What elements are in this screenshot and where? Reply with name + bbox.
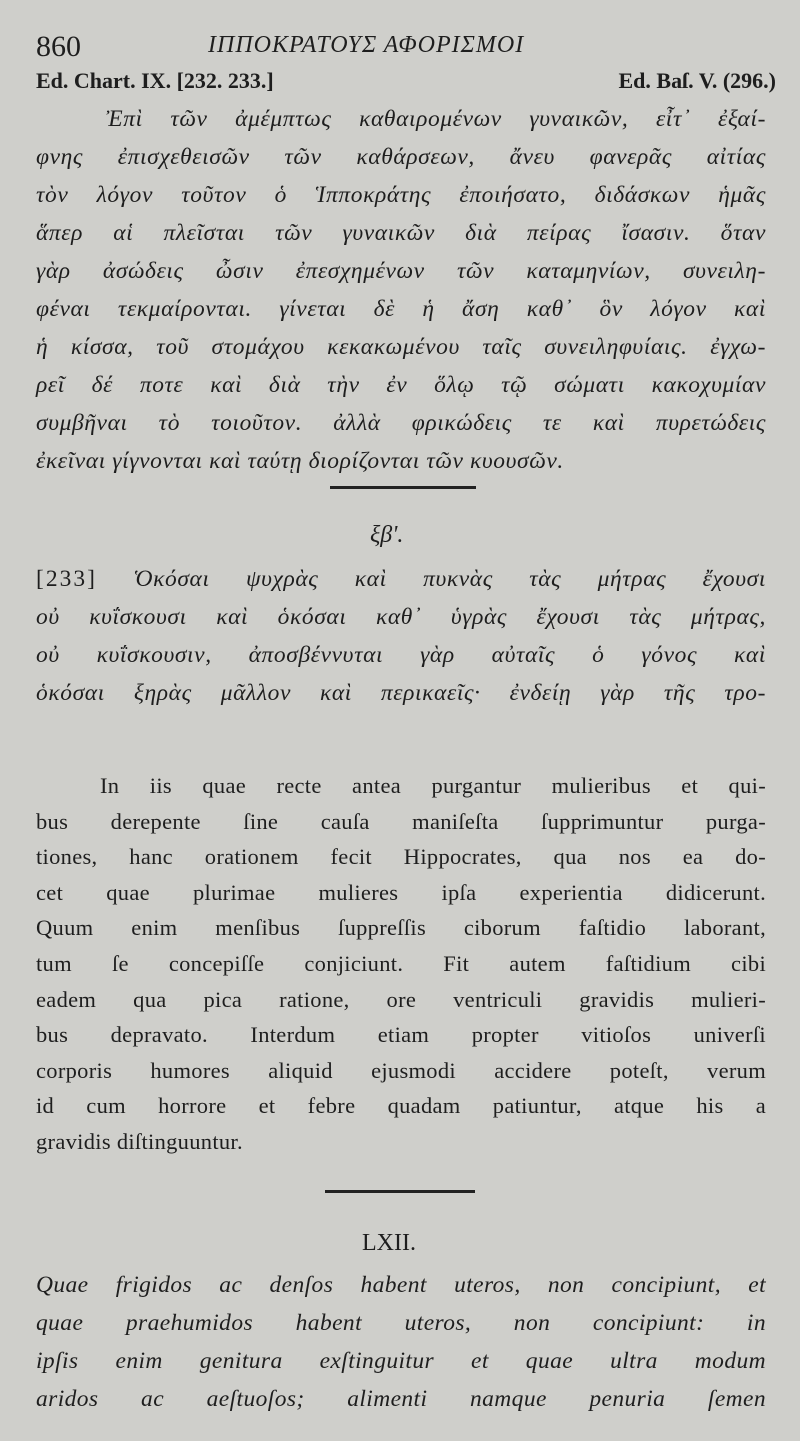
latin-commentary-line: In iis quae recte antea purgantur mulieribus et qui- <box>100 773 766 798</box>
greek-aphorism <box>36 560 766 710</box>
greek-commentary-line: τὸν λόγον τοῦτον ὁ Ἱπποκράτης ἐποιήσατο, διδάσκων ἡμᾶς <box>36 182 766 208</box>
section-divider <box>325 1190 475 1193</box>
edition-basel-ref: Ed. Baſ. V. (296.) <box>618 68 776 93</box>
latin-commentary-line: tiones, hanc orationem fecit Hippocrates, qua nos ea do- <box>36 844 766 870</box>
latin-aphorism-line: aridos ac aeſtuoſos; alimenti namque penuria ſemen <box>36 1386 766 1412</box>
running-title: ΙΠΠΟΚΡΑΤΟΥΣ ΑΦΟΡΙΣΜΟΙ <box>208 32 525 58</box>
aphorism-page-ref: [233] <box>36 566 97 592</box>
latin-commentary-line: gravidis diſtinguuntur. <box>36 1128 243 1154</box>
latin-commentary-line: cet quae plurimae mulieres ipſa experientia didicerunt. <box>36 879 766 905</box>
latin-commentary-line: eadem qua pica ratione, ore ventriculi gravidis mulieri- <box>36 986 766 1012</box>
latin-aphorism-line: Quae frigidos ac denſos habent uteros, non concipiunt, et <box>36 1272 766 1298</box>
greek-commentary <box>36 100 766 474</box>
greek-aphorism-line: οὐ κυΐσκουσι καὶ ὁκόσαι καθ᾽ ὑγρὰς ἔχουσι τὰς μήτρας, <box>36 604 766 630</box>
greek-commentary-line: Ἐπὶ τῶν ἀμέμπτως καθαιρομένων γυναικῶν, εἶτ᾽ ἐξαί- <box>106 106 766 132</box>
edition-references <box>36 68 776 100</box>
latin-commentary-line: Quum enim menſibus ſuppreſſis ciborum faſtidio laborant, <box>36 915 766 941</box>
greek-aphorism-line: οὐ κυΐσκουσιν, ἀποσβέννυται γὰρ αὐταῖς ὁ γόνος καὶ <box>36 642 766 668</box>
greek-commentary-line: γὰρ ἀσώδεις ὦσιν ἐπεσχημένων τῶν καταμηνίων, συνειλη- <box>36 258 766 284</box>
latin-commentary-line: corporis humores aliquid ejusmodi accidere poteſt, verum <box>36 1057 766 1083</box>
latin-aphorism-line: quae praehumidos habent uteros, non concipiunt: in <box>36 1310 766 1336</box>
greek-commentary-line: ἐκεῖναι γίγνονται καὶ ταύτῃ διορίζονται τῶν κυουσῶν. <box>36 448 564 474</box>
running-head <box>36 28 776 68</box>
section-divider <box>330 486 476 489</box>
latin-aphorism <box>36 1266 766 1436</box>
latin-section-number: LXII. <box>362 1230 416 1256</box>
greek-section-number: ξβ'. <box>370 522 404 548</box>
latin-commentary-line: tum ſe concepiſſe conjiciunt. Fit autem faſtidium cibi <box>36 950 766 976</box>
greek-commentary-line: ρεῖ δέ ποτε καὶ διὰ τὴν ἐν ὅλῳ τῷ σώματι κακοχυμίαν <box>36 372 766 398</box>
greek-aphorism-line: ὁκόσαι ξηρὰς μᾶλλον καὶ περικαεῖς· ἐνδείῃ γὰρ τῆς τρο- <box>36 680 766 706</box>
greek-commentary-line: συμβῆναι τὸ τοιοῦτον. ἀλλὰ φρικώδεις τε καὶ πυρετώδεις <box>36 410 766 436</box>
greek-commentary-line: ἅπερ αἱ πλεῖσται τῶν γυναικῶν διὰ πείρας ἴσασιν. ὅταν <box>36 220 766 246</box>
latin-commentary <box>36 768 766 1168</box>
edition-chartier-ref: Ed. Chart. IX. [232. 233.] <box>36 68 274 93</box>
latin-commentary-line: bus depravato. Interdum etiam propter vitioſos univerſi <box>36 1022 766 1048</box>
greek-aphorism-text: Ὁκόσαι ψυχρὰς καὶ πυκνὰς τὰς μήτρας ἔχουσι <box>133 566 766 592</box>
page-number: 860 <box>36 30 81 63</box>
latin-commentary-line: bus derepente ſine cauſa maniſeſta ſupprimuntur purga- <box>36 808 766 834</box>
greek-aphorism-line-first <box>36 560 766 598</box>
latin-commentary-line: id cum horrore et febre quadam patiuntur, atque his a <box>36 1093 766 1119</box>
greek-commentary-line: ἡ κίσσα, τοῦ στομάχου κεκακωμένου ταῖς συνειληφυίαις. ἐγχω- <box>36 334 766 360</box>
greek-commentary-line: φνης ἐπισχεθεισῶν τῶν καθάρσεων, ἄνευ φανερᾶς αἰτίας <box>36 144 766 170</box>
greek-commentary-line: φέναι τεκμαίρονται. γίνεται δὲ ἡ ἄση καθ᾽ ὃν λόγον καὶ <box>36 296 766 322</box>
latin-aphorism-line: ipſis enim genitura exſtinguitur et quae ultra modum <box>36 1348 766 1374</box>
